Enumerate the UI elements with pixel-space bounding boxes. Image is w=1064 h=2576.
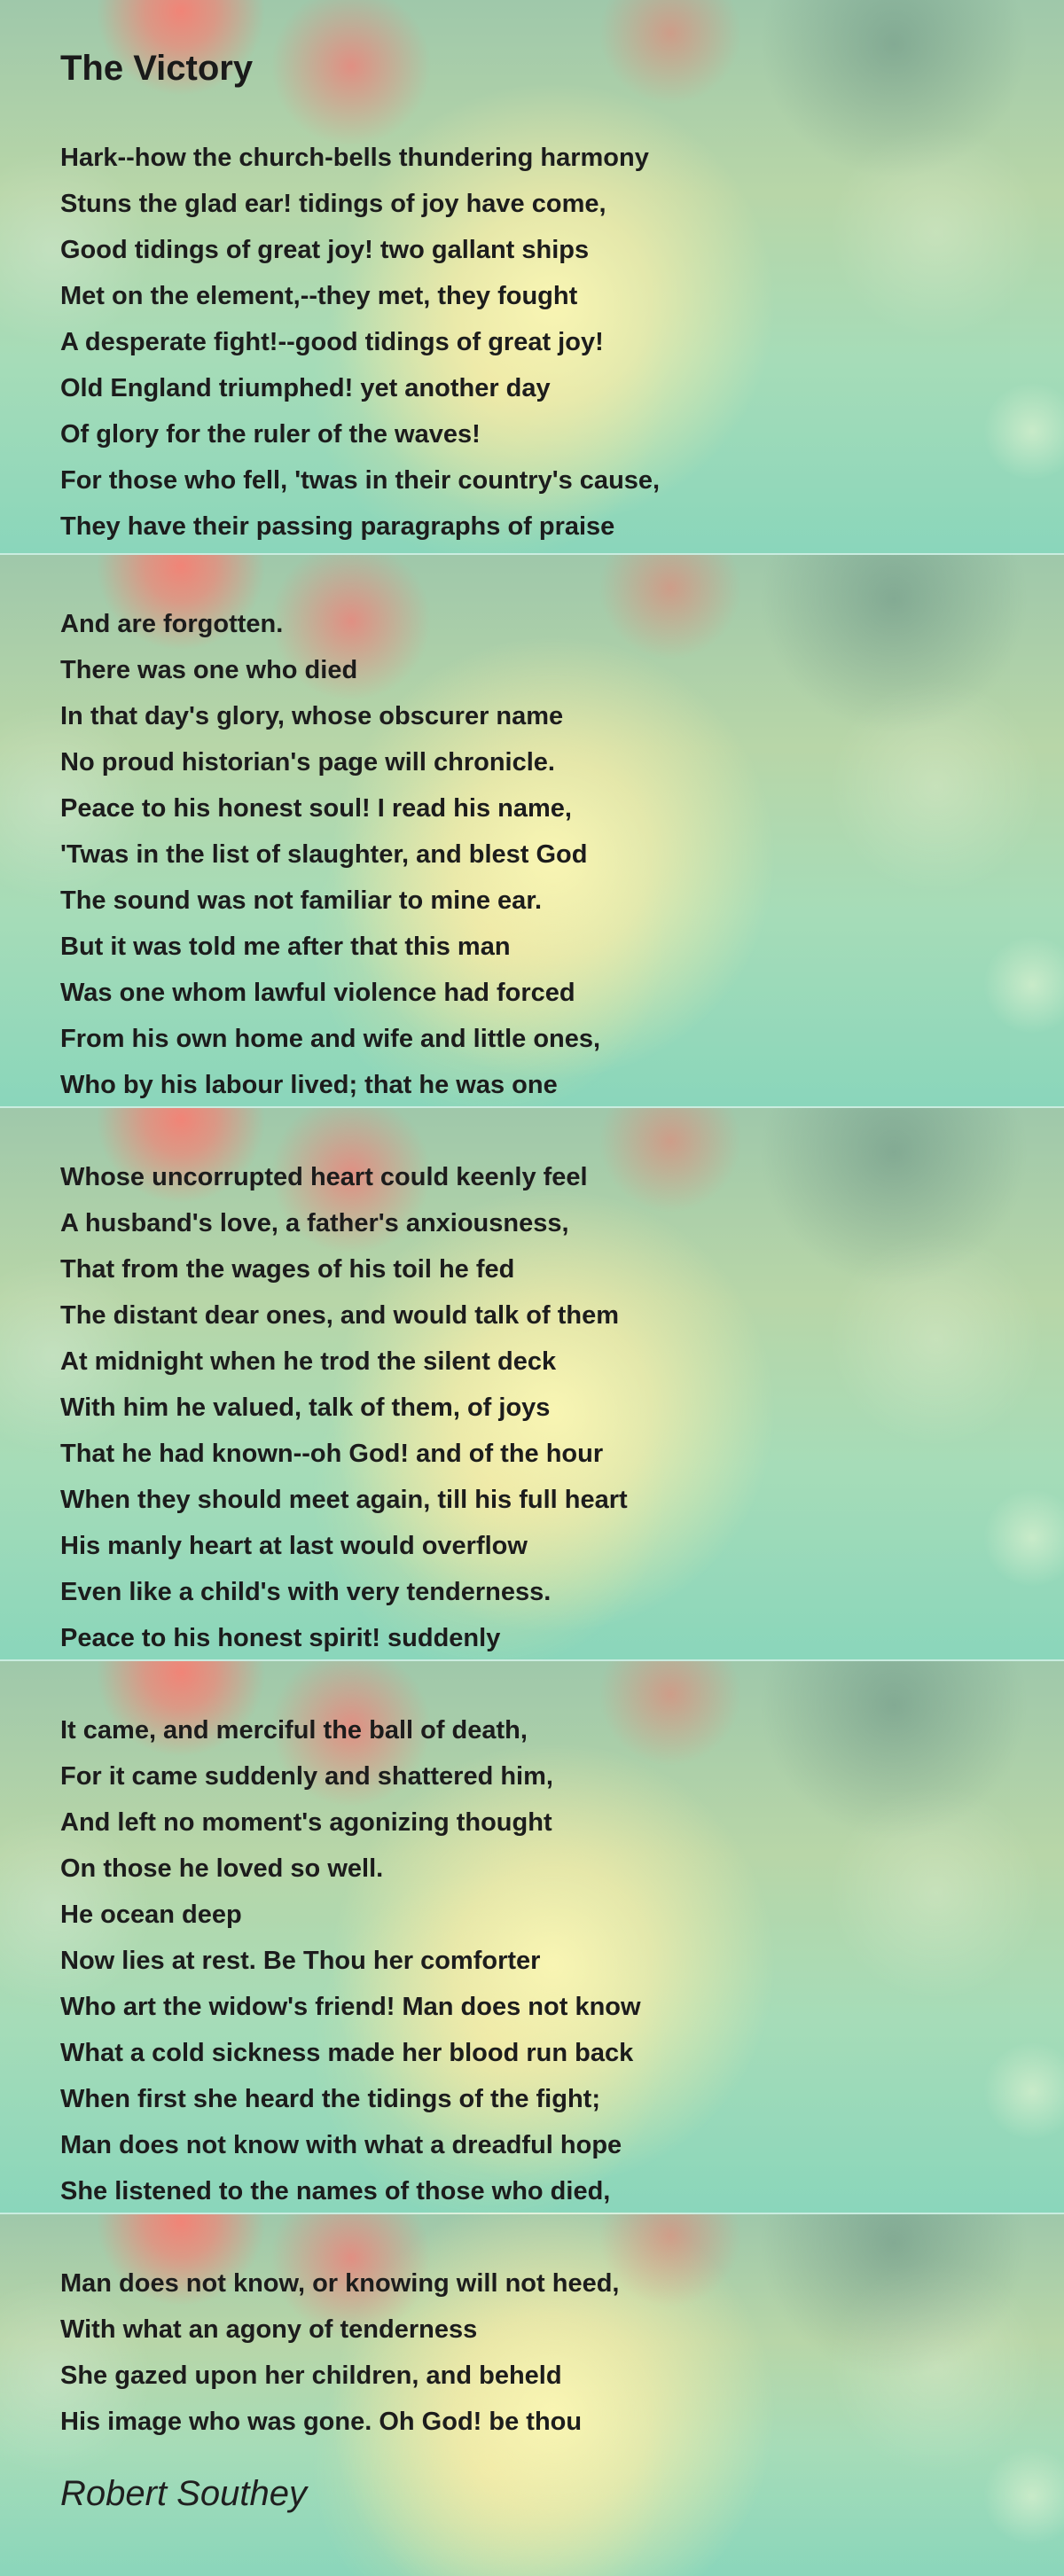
poem-line: They have their passing paragraphs of praise: [60, 512, 615, 541]
poem-line: In that day's glory, whose obscurer name: [60, 702, 564, 730]
poem-line: That from the wages of his toil he fed: [60, 1255, 515, 1284]
poem-panel-1: [0, 0, 1064, 553]
poem-panel-4: [0, 1659, 1064, 2213]
poem-line: Now lies at rest. Be Thou her comforter: [60, 1947, 541, 1975]
poem-line: At midnight when he trod the silent deck: [60, 1347, 557, 1376]
poem-line: For it came suddenly and shattered him,: [60, 1762, 553, 1791]
poem-line: She listened to the names of those who died,: [60, 2177, 611, 2205]
poem-line: Met on the element,--they met, they fought: [60, 282, 578, 310]
poem-line: The distant dear ones, and would talk of them: [60, 1301, 620, 1330]
poem-line: She gazed upon her children, and beheld: [60, 2361, 562, 2390]
poem-line: Man does not know with what a dreadful hope: [60, 2131, 622, 2159]
poem-line: From his own home and wife and little ones,: [60, 1025, 601, 1053]
poem-line: There was one who died: [60, 656, 358, 684]
poem-line: And left no moment's agonizing thought: [60, 1808, 552, 1837]
poem-line: Good tidings of great joy! two gallant ships: [60, 236, 590, 264]
poem-line: Was one whom lawful violence had forced: [60, 979, 575, 1007]
poem-line: With him he valued, talk of them, of joys: [60, 1393, 551, 1422]
stanza-2: [0, 601, 1064, 1106]
poem-line: Of glory for the ruler of the waves!: [60, 420, 481, 449]
poem-line: He ocean deep: [60, 1901, 242, 1929]
poem-line: Peace to his honest soul! I read his name,: [60, 794, 572, 823]
poem-line: Peace to his honest spirit! suddenly: [60, 1624, 501, 1652]
poem-line: On those he loved so well.: [60, 1854, 384, 1883]
poem-author: Robert Southey: [60, 2474, 307, 2513]
poem-line: 'Twas in the list of slaughter, and blest God: [60, 840, 588, 869]
stanza-1: [0, 135, 1064, 550]
poem-line: Who art the widow's friend! Man does not know: [60, 1993, 641, 2021]
poem-line: The sound was not familiar to mine ear.: [60, 886, 543, 915]
poem-line: No proud historian's page will chronicle.: [60, 748, 555, 777]
poem-line: And are forgotten.: [60, 610, 284, 638]
poem-line: With what an agony of tenderness: [60, 2315, 478, 2344]
poem-line: Hark--how the church-bells thundering harmony: [60, 144, 649, 172]
poem-title: The Victory: [60, 49, 254, 88]
poem-line: Stuns the glad ear! tidings of joy have come,: [60, 190, 606, 218]
poem-line: Even like a child's with very tenderness.: [60, 1578, 552, 1606]
poem-line: Whose uncorrupted heart could keenly feel: [60, 1163, 588, 1191]
poem-line: A husband's love, a father's anxiousness,: [60, 1209, 569, 1237]
poem-line: His image who was gone. Oh God! be thou: [60, 2408, 583, 2436]
poem-line: What a cold sickness made her blood run back: [60, 2039, 634, 2067]
poem-line: For those who fell, 'twas in their country's cause,: [60, 466, 661, 495]
poem-line: Man does not know, or knowing will not heed,: [60, 2269, 620, 2298]
poem-panel-3: [0, 1106, 1064, 1659]
stanza-5: [0, 2260, 1064, 2445]
poem-line: When first she heard the tidings of the fight;: [60, 2085, 600, 2113]
stanza-3: [0, 1154, 1064, 1659]
poem-line: His manly heart at last would overflow: [60, 1532, 528, 1560]
poem-line: It came, and merciful the ball of death,: [60, 1716, 528, 1745]
poem-line: But it was told me after that this man: [60, 933, 511, 961]
poem-line: When they should meet again, till his full heart: [60, 1486, 628, 1514]
poem-line: Who by his labour lived; that he was one: [60, 1071, 558, 1099]
stanza-4: [0, 1707, 1064, 2213]
poem-panel-5: [0, 2213, 1064, 2576]
poem-line: That he had known--oh God! and of the hour: [60, 1440, 604, 1468]
poem-line: Old England triumphed! yet another day: [60, 374, 551, 402]
poem-line: A desperate fight!--good tidings of great joy!: [60, 328, 604, 356]
poem-panel-2: [0, 553, 1064, 1106]
